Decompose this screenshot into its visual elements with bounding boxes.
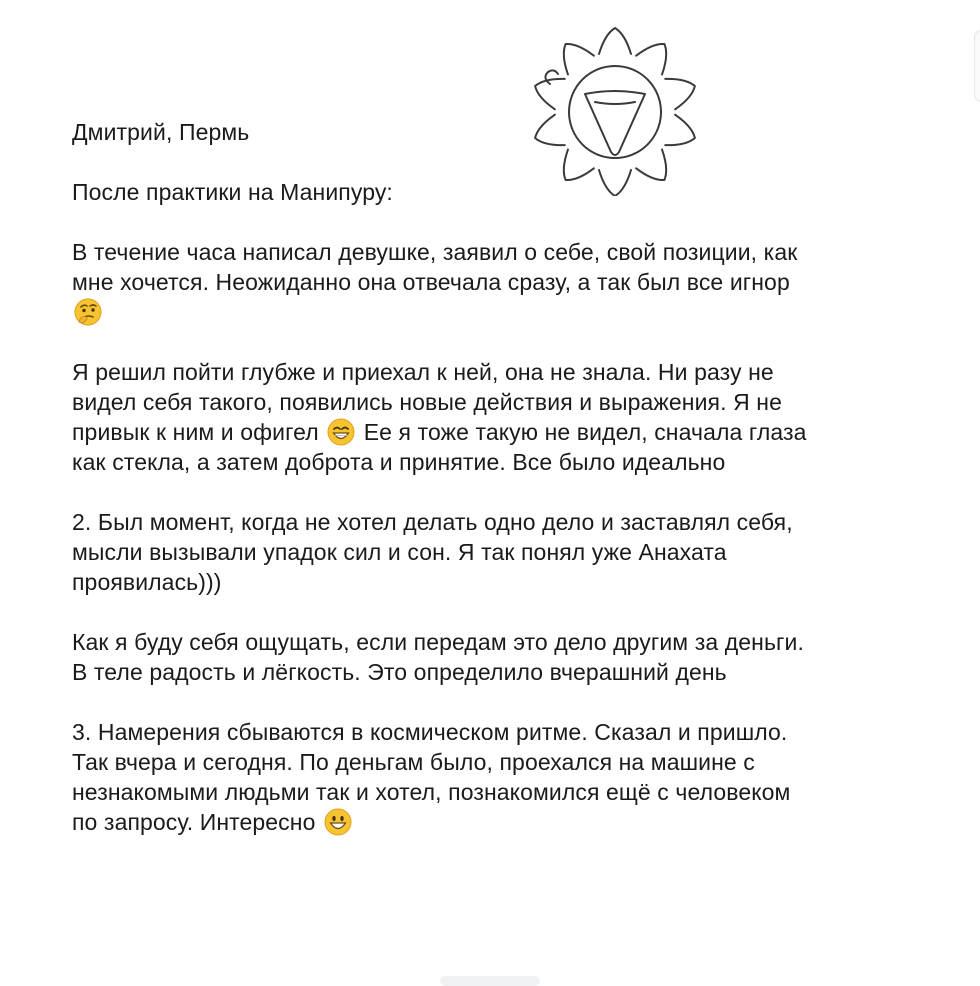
grinning-face-emoji-icon <box>327 418 355 446</box>
message-text <box>72 117 952 867</box>
author-name: Дмитрий, Пермь <box>72 119 250 145</box>
smiley-face-emoji-icon <box>324 808 352 836</box>
scroll-edge[interactable] <box>974 30 980 102</box>
intro-paragraph: После практики на Манипуру: <box>72 179 393 205</box>
paragraph-1: В течение часа написал девушке, заявил о себе, свой позиции, как мне хочется. Неожиданно она отвечала сразу, а так был все игнор <box>72 237 952 327</box>
bottom-handle[interactable] <box>440 976 540 986</box>
paragraph-2: Я решил пойти глубже и приехал к ней, она не знала. Ни разу не видел себя такого, появились новые действия и выражения. Я не привык к ним и офигел Ее я тоже такую не видел, сначала глаза как стекла, а затем доброта и принятие. Все было идеально <box>72 359 807 475</box>
paragraph-5: 3. Намерения сбываются в космическом ритме. Сказал и пришло. Так вчера и сегодня. По деньгам было, проехался на машине с незнакомыми людьми так и хотел, познакомился ещё с человеком по запросу. Интересно <box>72 719 791 835</box>
paragraph-3: 2. Был момент, когда не хотел делать одно дело и заставлял себя, мысли вызывали упадок сил и сон. Я так понял уже Анахата проявилась))) <box>72 509 793 595</box>
paragraph-4: Как я буду себя ощущать, если передам это дело другим за деньги. В теле радость и лёгкость. Это определило вчерашний день <box>72 629 804 685</box>
author-line <box>72 117 952 147</box>
thinking-face-emoji-icon <box>74 298 102 326</box>
